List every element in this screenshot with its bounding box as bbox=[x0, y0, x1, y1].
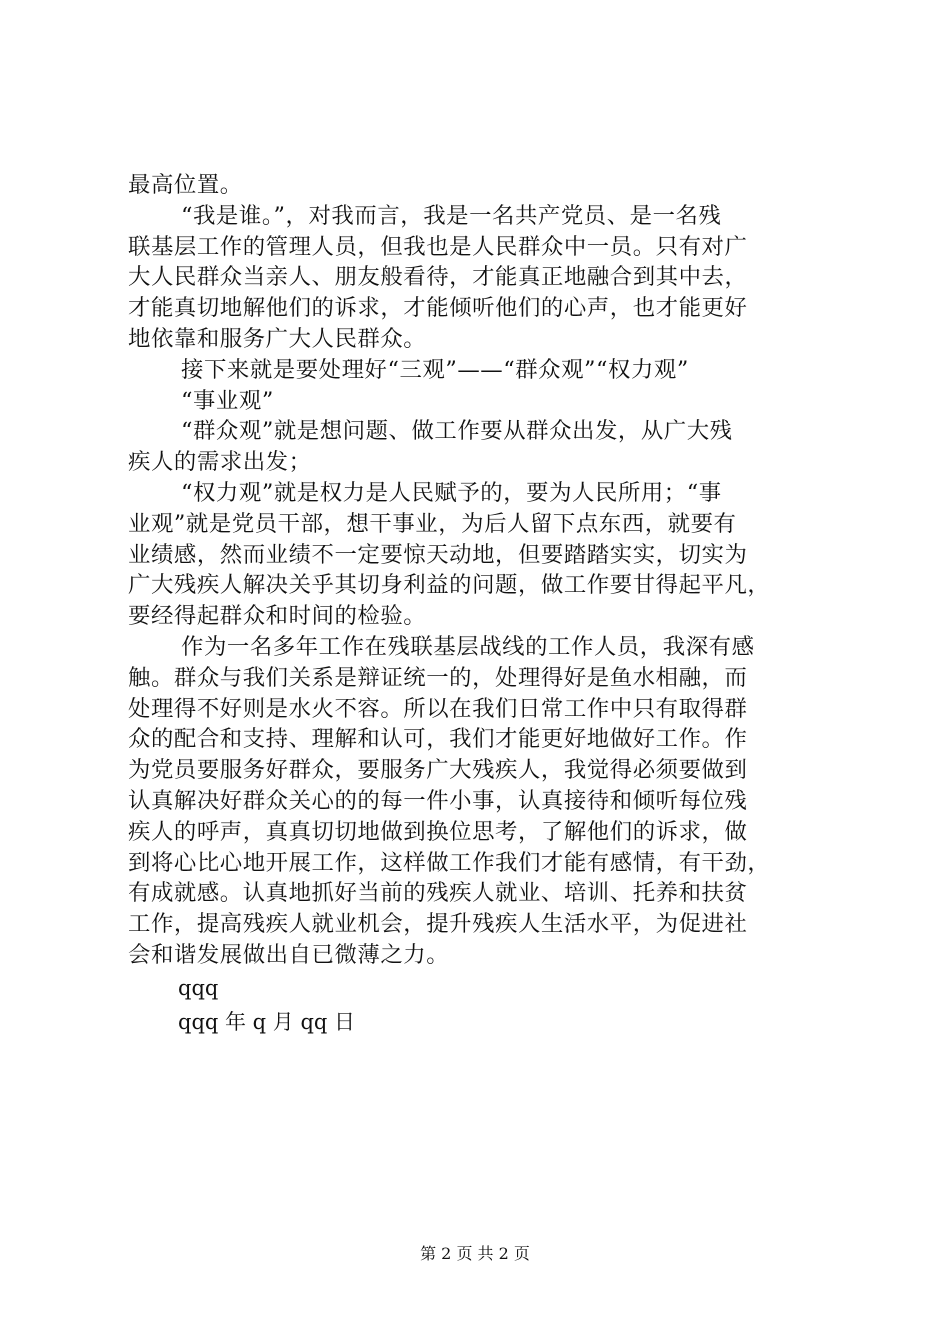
text-line: 接下来就是要处理好“三观”——“群众观”“权力观” bbox=[181, 356, 689, 383]
text-line: 工作，提高残疾人就业机会，提升残疾人生活水平，为促进社 bbox=[128, 911, 748, 938]
text-line: “我是谁。”，对我而言，我是一名共产党员、是一名残 bbox=[181, 202, 722, 229]
text-line: 为党员要服务好群众，要服务广大残疾人，我觉得必须要做到 bbox=[128, 757, 748, 784]
text-line: 大人民群众当亲人、朋友般看待，才能真正地融合到其中去， bbox=[128, 264, 748, 291]
text-line: 到将心比心地开展工作，这样做工作我们才能有感情，有干劲， bbox=[128, 849, 771, 876]
document-body bbox=[128, 170, 833, 1039]
text-line: 作为一名多年工作在残联基层战线的工作人员，我深有感 bbox=[181, 633, 755, 660]
text-line: “事业观” bbox=[181, 387, 274, 414]
text-line: 会和谐发展做出自已微薄之力。 bbox=[128, 941, 450, 968]
text-line: 众的配合和支持、理解和认可，我们才能更好地做好工作。作 bbox=[128, 726, 748, 753]
text-line: 处理得不好则是水火不容。所以在我们日常工作中只有取得群 bbox=[128, 695, 748, 722]
text-line: “群众观”就是想问题、做工作要从群众出发，从广大残 bbox=[181, 418, 733, 445]
text-line: 触。群众与我们关系是辩证统一的，处理得好是鱼水相融，而 bbox=[128, 664, 748, 691]
text-line: 要经得起群众和时间的检验。 bbox=[128, 603, 427, 630]
text-line: 有成就感。认真地抓好当前的残疾人就业、培训、托养和扶贫 bbox=[128, 880, 748, 907]
text-line: “权力观”就是权力是人民赋予的，要为人民所用；“事 bbox=[181, 479, 722, 506]
text-line: 疾人的需求出发； bbox=[128, 449, 312, 476]
text-line: 认真解决好群众关心的的每一件小事，认真接待和倾听每位残 bbox=[128, 787, 748, 814]
text-line: 才能真切地解他们的诉求，才能倾听他们的心声，也才能更好 bbox=[128, 295, 748, 322]
signature-name: qqq bbox=[178, 975, 219, 1000]
text-line: 疾人的呼声，真真切切地做到换位思考，了解他们的诉求，做 bbox=[128, 818, 748, 845]
text-line: 业绩感，然而业绩不一定要惊天动地，但要踏踏实实，切实为 bbox=[128, 541, 748, 568]
text-line: 业观”就是党员干部，想干事业，为后人留下点东西，就要有 bbox=[128, 510, 737, 537]
signature-date: qqq 年 q 月 qq 日 bbox=[178, 1009, 356, 1034]
text-line: 联基层工作的管理人员，但我也是人民群众中一员。只有对广 bbox=[128, 233, 748, 260]
text-line: 最高位置。 bbox=[128, 172, 243, 198]
text-line: 地依靠和服务广大人民群众。 bbox=[128, 325, 427, 352]
page-number-footer: 第 2 页 共 2 页 bbox=[420, 1244, 530, 1263]
text-line: 广大残疾人解决关乎其切身利益的问题，做工作要甘得起平凡， bbox=[128, 572, 771, 599]
